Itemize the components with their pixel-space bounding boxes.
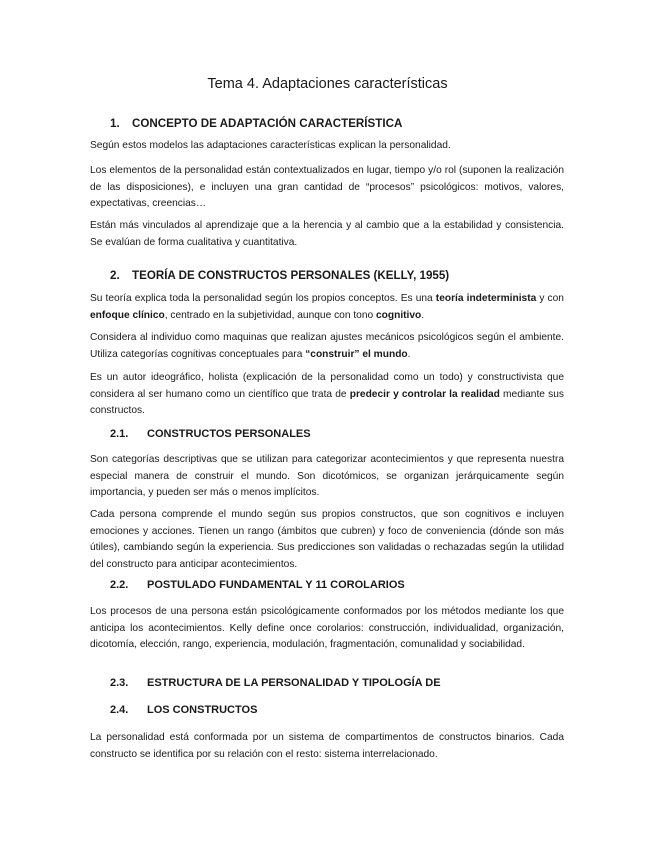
- section-1-paragraph-3: Están más vinculados al aprendizaje que a la herencia y al cambio que a la estabilidad y consistencia. Se evalúan de forma cualitativa y cuantitativa.: [90, 220, 564, 248]
- text-run: Considera al individuo como maquinas que realizan ajustes mecánicos psicológicos según el ambiente. Utiliza categorías cognitivas conceptuales para: [90, 332, 564, 360]
- section-1-heading: [110, 117, 402, 130]
- text-run: , centrado en la subjetividad, aunque con tono: [164, 309, 376, 321]
- section-2-4-heading: [110, 704, 257, 716]
- bold-run: “construir” el mundo: [305, 348, 408, 360]
- section-1-title: CONCEPTO DE ADAPTACIÓN CARACTERÍSTICA: [132, 117, 403, 130]
- section-2-number: 2.: [110, 269, 120, 282]
- section-2-heading: [110, 269, 449, 282]
- section-2-paragraph-3: [90, 370, 564, 420]
- section-2-3-title: ESTRUCTURA DE LA PERSONALIDAD Y TIPOLOGÍA DE: [147, 677, 441, 689]
- section-2-3-number: 2.3.: [110, 677, 129, 689]
- text-run: Su teoría explica toda la personalidad según los propios conceptos. Es una: [90, 293, 436, 304]
- text-run: Es un autor ideográfico, holista (explicación de la personalidad como un todo) y constructivista que considera al ser humano como un científico que trata de: [90, 372, 564, 400]
- section-2-paragraph-2: [90, 330, 564, 363]
- section-1-paragraph-1: Según estos modelos las adaptaciones características explican la personalidad.: [90, 140, 451, 151]
- section-2-4-title: LOS CONSTRUCTOS: [147, 704, 258, 716]
- section-2-2-paragraph-1: Los procesos de una persona están psicológicamente conformados por los métodos mediante los que anticipa los acontecimientos. Kelly define once corolarios: construcción, individualidad, organización, dicotomía, elección, rango, experiencia, modulación, fragmentación, comunalidad y sociabilidad.: [90, 606, 564, 650]
- section-2-4-paragraph-1: La personalidad está conformada por un sistema de compartimentos de constructos binarios. Cada constructo se identifica por su relación con el resto: sistema interrelacionado.: [90, 732, 564, 760]
- section-2-1-title: CONSTRUCTOS PERSONALES: [147, 428, 311, 440]
- section-2-2-heading: [110, 579, 405, 591]
- bold-run: cognitivo: [375, 309, 422, 321]
- section-2-paragraph-1: [90, 291, 564, 324]
- section-2-2-number: 2.2.: [110, 579, 129, 591]
- section-2-1-paragraph-1: Son categorías descriptivas que se utilizan para categorizar acontecimientos y que representa nuestra especial manera de construir el mundo. Son dicotómicos, se organizan jerárquicamente según importancia, y pueden ser más o menos implícitos.: [90, 454, 564, 498]
- section-2-1-number: 2.1.: [110, 428, 129, 440]
- page-title: Tema 4. Adaptaciones características: [207, 76, 448, 92]
- text-run: mediante sus constructos.: [90, 388, 564, 416]
- section-2-3-heading: [110, 677, 441, 689]
- section-2-1-heading: [110, 428, 311, 440]
- text-run: .: [407, 348, 411, 360]
- section-2-4-number: 2.4.: [110, 704, 129, 716]
- section-2-1-paragraph-2: Cada persona comprende el mundo según sus propios constructos, que son cognitivos e incluyen emociones y acciones. Tienen un rango (ámbitos que cubren) y foco de conveniencia (dónde son más útiles), cambiando según la experiencia. Sus predicciones son validadas o rechazadas según la utilidad del constructo para anticipar acontecimientos.: [90, 509, 564, 570]
- bold-run: enfoque clínico: [90, 309, 165, 321]
- bold-run: teoría indeterminista: [435, 293, 537, 304]
- section-2-title: TEORÍA DE CONSTRUCTOS PERSONALES (KELLY, 1955): [132, 269, 450, 282]
- text-run: y con: [536, 293, 564, 304]
- text-run: .: [421, 309, 425, 321]
- bold-run: predecir y controlar la realidad: [349, 388, 500, 400]
- section-1-number: 1.: [110, 117, 120, 130]
- section-2-2-title: POSTULADO FUNDAMENTAL Y 11 COROLARIOS: [147, 579, 405, 591]
- section-1-paragraph-2: Los elementos de la personalidad están contextualizados en lugar, tiempo y/o rol (suponen la realización de las disposiciones), e incluyen una gran cantidad de “procesos” psicológicos: motivos, valores, expectativas, creencias…: [90, 165, 564, 209]
